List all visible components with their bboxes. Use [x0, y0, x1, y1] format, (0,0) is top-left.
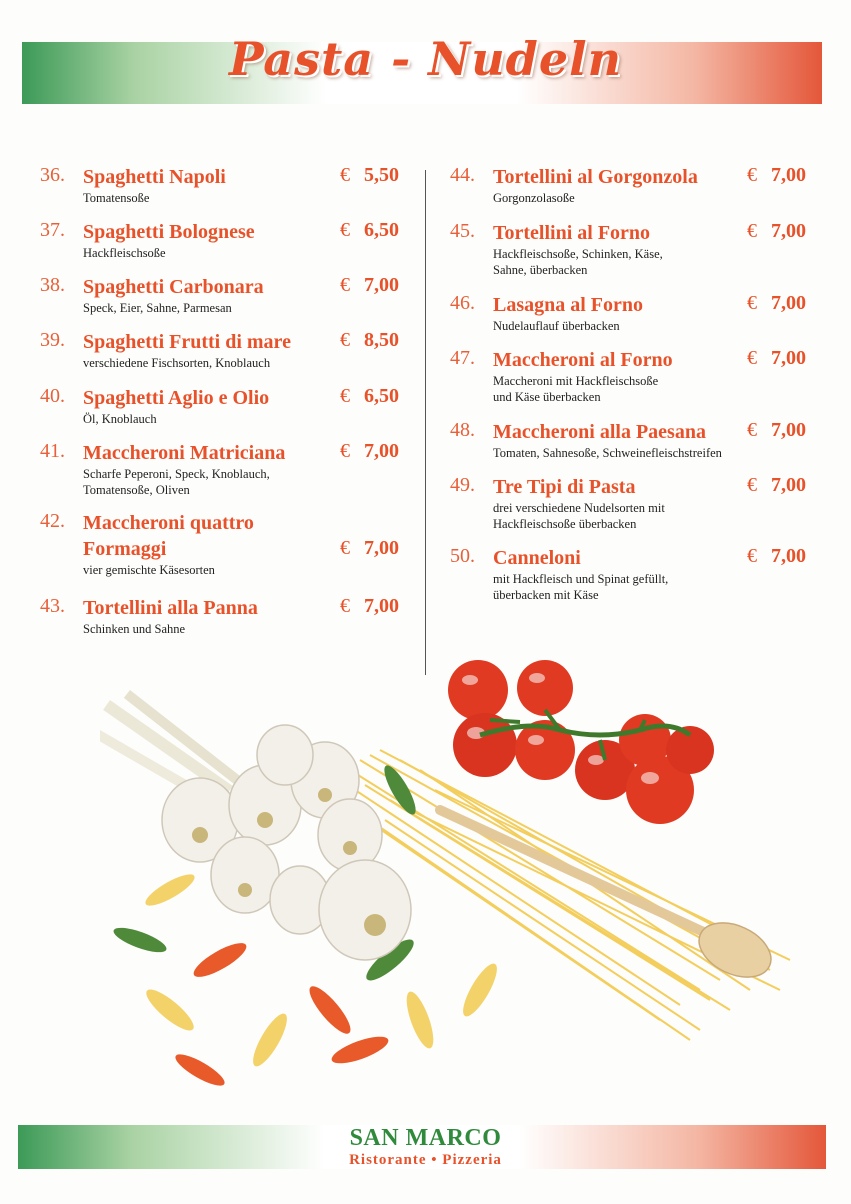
item-name: Spaghetti Bolognese	[83, 221, 255, 243]
pasta-ingredients-illustration	[100, 660, 820, 1100]
euro-sign: €	[340, 385, 350, 407]
price-value: 7,00	[771, 292, 806, 314]
item-price	[747, 347, 806, 370]
price-value: 8,50	[364, 329, 399, 351]
item-description: Scharfe Peperoni, Speck, Knoblauch, Tomatensoße, Oliven	[83, 467, 270, 497]
item-price	[340, 440, 399, 463]
euro-sign: €	[340, 595, 350, 617]
price-value: 6,50	[364, 219, 399, 241]
menu-item	[450, 164, 812, 220]
item-name: Maccheroni Matriciana	[83, 442, 286, 464]
menu-item	[450, 292, 812, 347]
menu-item	[40, 385, 405, 440]
euro-sign: €	[747, 220, 757, 242]
item-number: 38.	[40, 274, 65, 296]
item-price	[747, 545, 806, 568]
item-number: 43.	[40, 595, 65, 617]
item-number: 49.	[450, 474, 475, 496]
price-value: 5,50	[364, 164, 399, 186]
euro-sign: €	[747, 347, 757, 369]
euro-sign: €	[340, 219, 350, 241]
menu-item	[450, 419, 812, 474]
item-description: verschiedene Fischsorten, Knoblauch	[83, 356, 271, 370]
menu-item	[40, 329, 405, 385]
item-price	[340, 595, 399, 618]
menu-item	[450, 347, 812, 419]
item-name: Tortellini al Gorgonzola	[493, 166, 698, 188]
menu-item	[40, 164, 405, 219]
euro-sign: €	[340, 164, 350, 186]
price-value: 7,00	[771, 347, 806, 369]
item-number: 41.	[40, 440, 65, 462]
price-value: 7,00	[771, 220, 806, 242]
logo-name: SAN MARCO	[349, 1125, 502, 1151]
item-description: drei verschiedene Nudelsorten mit Hackfleischsoße überbacken	[493, 501, 665, 531]
item-description: Tomatensoße	[83, 191, 150, 205]
item-name: Maccheroni quattro Formaggi	[83, 512, 254, 560]
menu-column-right	[450, 164, 812, 605]
item-number: 50.	[450, 545, 475, 567]
item-name: Tortellini al Forno	[493, 222, 651, 244]
price-value: 7,00	[771, 545, 806, 567]
item-number: 39.	[40, 329, 65, 351]
price-value: 7,00	[771, 419, 806, 441]
item-name: Tre Tipi di Pasta	[493, 476, 636, 498]
item-number: 37.	[40, 219, 65, 241]
euro-sign: €	[747, 164, 757, 186]
cherry-tomatoes	[448, 660, 714, 824]
item-price	[340, 329, 399, 352]
item-name: Canneloni	[493, 547, 581, 569]
page-title: Pasta - Nudeln	[228, 32, 623, 86]
item-name: Maccheroni alla Paesana	[493, 421, 706, 443]
item-number: 47.	[450, 347, 475, 369]
menu-item	[450, 474, 812, 545]
item-price	[747, 474, 806, 497]
price-value: 7,00	[364, 537, 399, 559]
item-name: Spaghetti Carbonara	[83, 276, 264, 298]
euro-sign: €	[747, 419, 757, 441]
euro-sign: €	[747, 474, 757, 496]
item-name: Lasagna al Forno	[493, 294, 644, 316]
item-price	[747, 419, 806, 442]
item-price	[340, 274, 399, 297]
menu-item	[40, 440, 405, 510]
menu-item	[450, 220, 812, 292]
menu-item	[40, 274, 405, 329]
price-value: 7,00	[364, 595, 399, 617]
item-price	[340, 164, 399, 187]
price-value: 6,50	[364, 385, 399, 407]
euro-sign: €	[340, 440, 350, 462]
item-name: Spaghetti Napoli	[83, 166, 226, 188]
euro-sign: €	[340, 274, 350, 296]
euro-sign: €	[747, 292, 757, 314]
item-description: Hackfleischsoße, Schinken, Käse, Sahne, überbacken	[493, 247, 663, 277]
item-number: 45.	[450, 220, 475, 242]
euro-sign: €	[340, 329, 350, 351]
item-number: 40.	[40, 385, 65, 407]
item-description: vier gemischte Käsesorten	[83, 563, 215, 577]
item-description: Speck, Eier, Sahne, Parmesan	[83, 301, 232, 315]
item-price	[340, 219, 399, 242]
item-number: 42.	[40, 510, 65, 532]
item-price	[340, 537, 399, 560]
item-number: 48.	[450, 419, 475, 441]
item-name: Tortellini alla Panna	[83, 597, 258, 619]
item-price	[747, 292, 806, 315]
menu-column-left	[40, 164, 405, 650]
item-price	[747, 164, 806, 187]
item-number: 36.	[40, 164, 65, 186]
price-value: 7,00	[364, 274, 399, 296]
price-value: 7,00	[364, 440, 399, 462]
restaurant-logo	[0, 1124, 851, 1168]
menu-item	[450, 545, 812, 605]
item-number: 46.	[450, 292, 475, 314]
menu-item	[40, 510, 405, 595]
wooden-spoon	[440, 810, 780, 988]
column-divider	[425, 170, 426, 675]
euro-sign: €	[340, 537, 350, 559]
item-number: 44.	[450, 164, 475, 186]
item-name: Spaghetti Frutti di mare	[83, 331, 291, 353]
logo-subtitle: Ristorante • Pizzeria	[349, 1152, 502, 1168]
item-description: Tomaten, Sahnesoße, Schweinefleischstreifen	[493, 446, 722, 460]
item-price	[747, 220, 806, 243]
menu-item	[40, 595, 405, 650]
price-value: 7,00	[771, 474, 806, 496]
price-value: 7,00	[771, 164, 806, 186]
item-name: Spaghetti Aglio e Olio	[83, 387, 270, 409]
item-name: Maccheroni al Forno	[493, 349, 673, 371]
item-description: Gorgonzolasoße	[493, 191, 575, 205]
item-description: Nudelauflauf überbacken	[493, 319, 620, 333]
item-description: Öl, Knoblauch	[83, 412, 157, 426]
menu-item	[40, 219, 405, 274]
item-price	[340, 385, 399, 408]
item-description: Schinken und Sahne	[83, 622, 186, 636]
item-description: mit Hackfleisch und Spinat gefüllt, überbacken mit Käse	[493, 572, 669, 602]
euro-sign: €	[747, 545, 757, 567]
item-description: Hackfleischsoße	[83, 246, 166, 260]
item-description: Maccheroni mit Hackfleischsoße und Käse überbacken	[493, 374, 659, 404]
